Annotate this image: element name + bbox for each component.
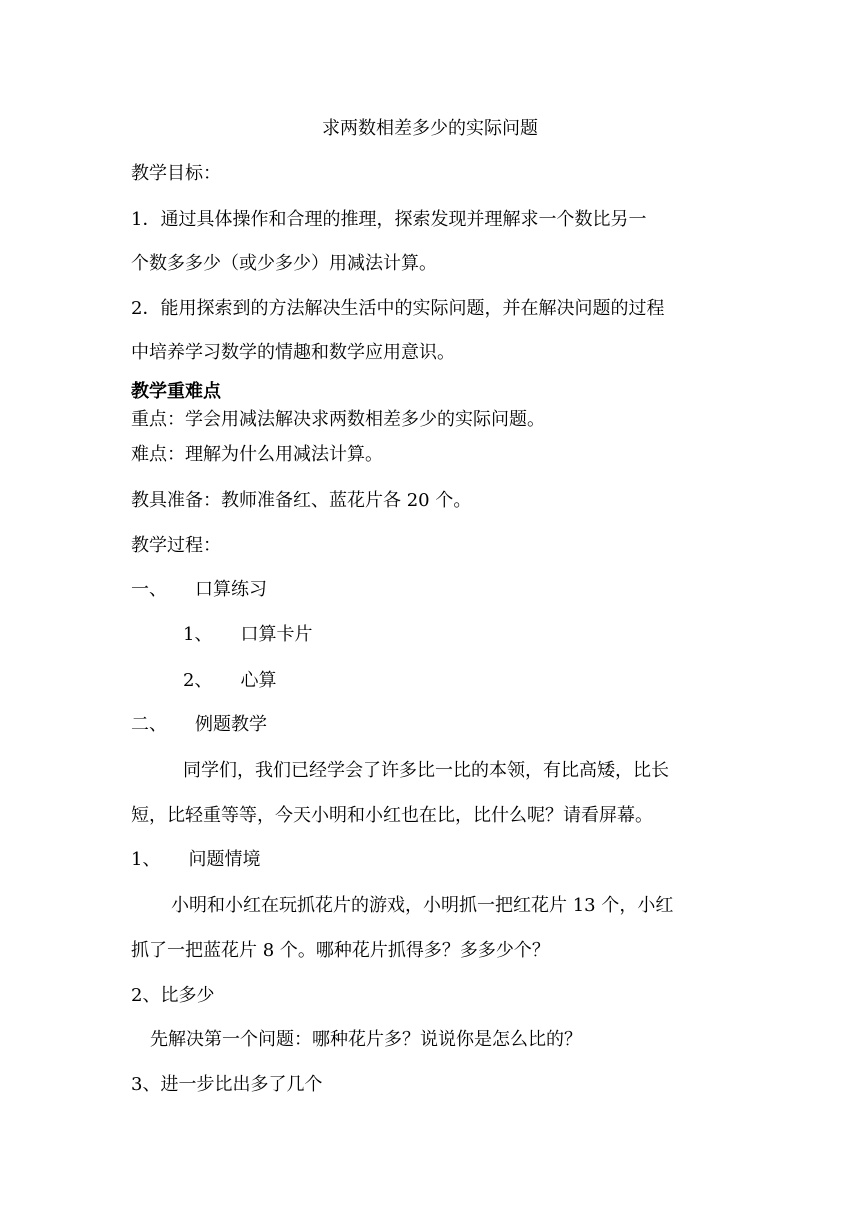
- item-2-text: 心算: [240, 670, 277, 691]
- item-1-marker: 1、: [183, 624, 213, 645]
- step-3-heading: 3、进一步比出多了几个: [131, 1074, 323, 1095]
- intro-line-2: 短，比轻重等等，今天小明和小红也在比，比什么呢？请看屏幕。: [131, 805, 653, 826]
- step-2-text: 先解决第一个问题：哪种花片多？说说你是怎么比的？: [150, 1029, 582, 1050]
- item-1-text: 口算卡片: [240, 624, 313, 645]
- step-1-text: 问题情境: [188, 849, 261, 870]
- objectives-heading: 教学目标：: [131, 163, 221, 184]
- document-title: 求两数相差多少的实际问题: [322, 118, 538, 139]
- difficult-point: 难点：理解为什么用减法计算。: [131, 444, 383, 465]
- section-1-item-2: [183, 670, 276, 692]
- key-points-heading: 教学重难点: [131, 381, 221, 402]
- section-1-item-1: [183, 624, 312, 646]
- objective-1-line-1: 1．通过具体操作和合理的推理，探索发现并理解求一个数比另一: [131, 209, 647, 230]
- section-2-marker: 二、: [131, 714, 167, 735]
- section-1-text: 口算练习: [195, 579, 267, 600]
- materials: 教具准备：教师准备红、蓝花片各 20 个。: [131, 490, 472, 511]
- section-1-heading: [131, 579, 267, 601]
- item-2-marker: 2、: [183, 670, 213, 691]
- objective-1-line-2: 个数多多少（或少多少）用减法计算。: [131, 253, 437, 274]
- key-point: 重点：学会用减法解决求两数相差多少的实际问题。: [131, 409, 545, 430]
- step-1-heading: [131, 849, 260, 871]
- objective-2-line-2: 中培养学习数学的情趣和数学应用意识。: [131, 342, 455, 363]
- scenario-line-2: 抓了一把蓝花片 8 个。哪种花片抓得多？多多少个？: [131, 940, 550, 961]
- intro-line-1: 同学们，我们已经学会了许多比一比的本领，有比高矮，比长: [183, 760, 669, 781]
- section-2-heading: [131, 714, 267, 736]
- step-1-marker: 1、: [131, 849, 161, 870]
- scenario-line-1: 小明和小红在玩抓花片的游戏，小明抓一把红花片 13 个，小红: [171, 895, 674, 916]
- section-1-marker: 一、: [131, 579, 167, 600]
- objective-2-line-1: 2．能用探索到的方法解决生活中的实际问题，并在解决问题的过程: [131, 298, 665, 319]
- section-2-text: 例题教学: [195, 714, 267, 735]
- process-heading: 教学过程：: [131, 535, 221, 556]
- step-2-heading: 2、比多少: [131, 985, 215, 1006]
